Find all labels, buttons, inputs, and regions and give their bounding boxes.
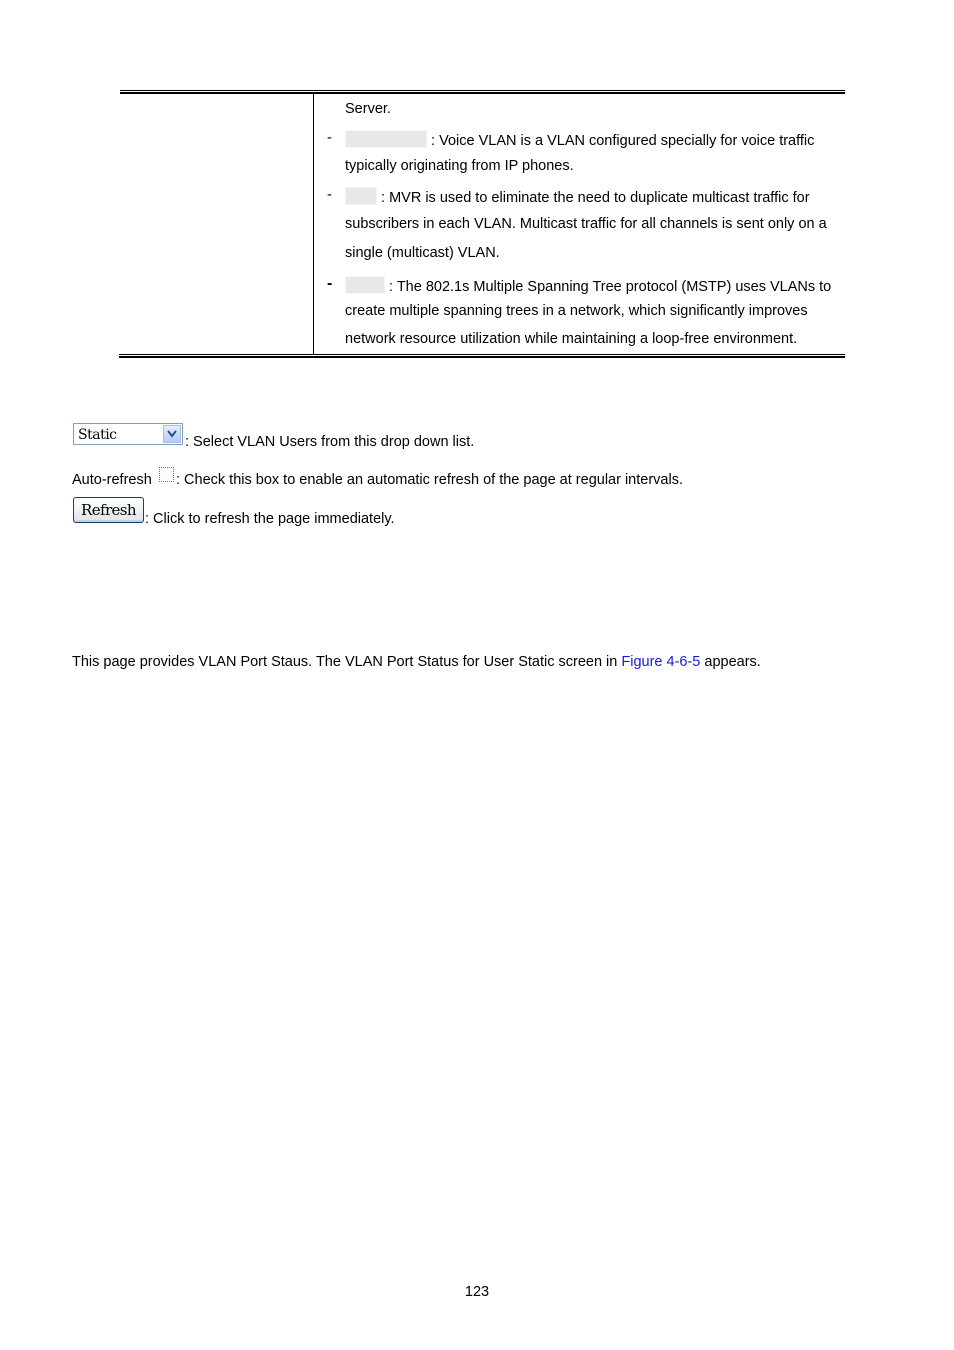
bullet-dash: - (327, 275, 333, 292)
blank-term (345, 276, 385, 294)
intro-text: This page provides VLAN Port Staus. The VLAN Port Status for User Static screen in (72, 654, 622, 670)
table-line: Server. (345, 101, 391, 117)
table-line-text: : MVR is used to eliminate the need to duplicate multicast traffic for (381, 190, 810, 206)
vlan-user-select-value: Static (78, 427, 117, 443)
intro-text-end: appears. (700, 654, 761, 670)
table-line-text: : The 802.1s Multiple Spanning Tree protocol (MSTP) uses VLANs to (389, 279, 832, 295)
table-column-divider (313, 93, 314, 354)
bullet-dash: - (327, 187, 332, 203)
table-line (345, 130, 814, 150)
figure-link[interactable]: Figure 4-6-5 (621, 654, 701, 670)
table-line (345, 276, 831, 296)
table-bottom-rule (119, 354, 845, 355)
select-description: : Select VLAN Users from this drop down list. (185, 434, 475, 450)
table-top-rule-thick (120, 92, 845, 94)
table-bottom-rule-thick (119, 356, 845, 358)
blank-term (345, 187, 377, 205)
refresh-button[interactable] (73, 497, 144, 523)
page-number: 123 (464, 1284, 490, 1300)
chevron-down-icon[interactable] (163, 425, 181, 443)
auto-refresh-label: Auto-refresh (72, 472, 152, 488)
table-line: create multiple spanning trees in a network, which significantly improves (345, 303, 808, 319)
blank-term (345, 130, 427, 148)
auto-refresh-description: : Check this box to enable an automatic refresh of the page at regular intervals. (176, 472, 683, 488)
table-top-rule (120, 90, 845, 91)
bullet-dash: - (327, 130, 332, 146)
vlan-user-select[interactable] (73, 423, 183, 445)
table-line: single (multicast) VLAN. (345, 245, 500, 261)
table-line-text: : Voice VLAN is a VLAN configured specially for voice traffic (431, 133, 815, 149)
table-line: typically originating from IP phones. (345, 158, 574, 174)
refresh-button-label: Refresh (81, 501, 136, 519)
intro-paragraph (72, 654, 761, 671)
refresh-description: : Click to refresh the page immediately. (145, 511, 395, 527)
auto-refresh-checkbox[interactable] (159, 467, 174, 482)
table-line: subscribers in each VLAN. Multicast traffic for all channels is sent only on a (345, 216, 827, 232)
table-line (345, 187, 810, 207)
table-line: network resource utilization while maintaining a loop-free environment. (345, 331, 798, 347)
